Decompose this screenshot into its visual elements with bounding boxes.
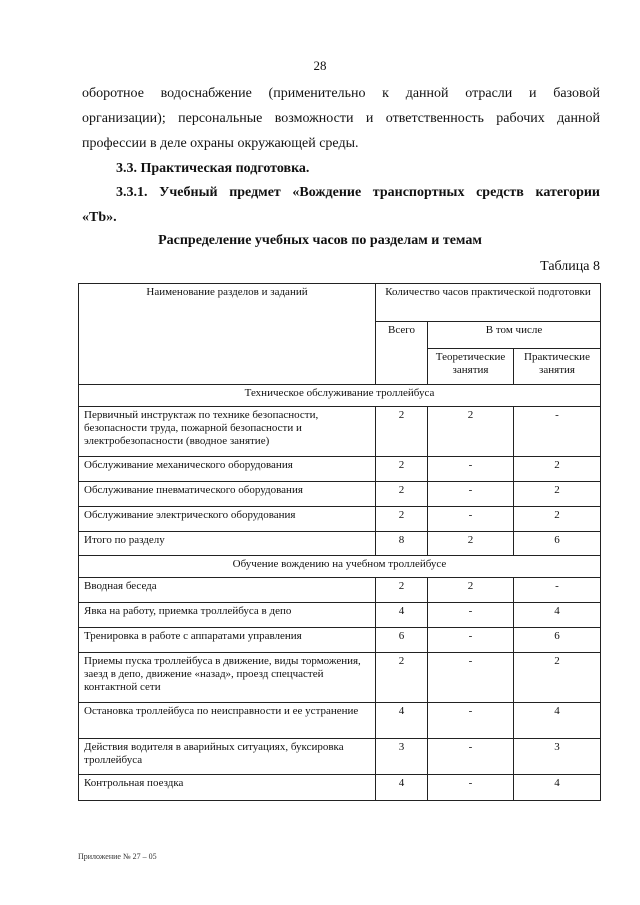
table-row	[79, 578, 601, 603]
row-name: Обслуживание механического оборудования	[79, 457, 376, 482]
subject-heading-cont: «Tb».	[82, 210, 117, 225]
table-number: Таблица 8	[540, 259, 600, 274]
row-total: 2	[376, 507, 428, 532]
row-total: 8	[376, 532, 428, 556]
row-theory: -	[428, 775, 514, 801]
row-name: Итого по разделу	[79, 532, 376, 556]
header-total: Всего	[376, 322, 428, 385]
row-theory: -	[428, 457, 514, 482]
table-row	[79, 482, 601, 507]
table-row	[79, 703, 601, 739]
row-name: Явка на работу, приемка троллейбуса в депо	[79, 603, 376, 628]
row-theory: -	[428, 507, 514, 532]
row-theory: -	[428, 703, 514, 739]
row-name: Первичный инструктаж по технике безопасности, безопасности труда, пожарной безопасности и электробезопасности (вводное занятие)	[79, 407, 376, 457]
row-practice: 6	[514, 532, 601, 556]
row-name: Приемы пуска троллейбуса в движение, виды торможения, заезд в депо, движение «назад», проезд спецчастей контактной сети	[79, 653, 376, 703]
row-total: 2	[376, 653, 428, 703]
row-theory: 2	[428, 532, 514, 556]
row-practice: 4	[514, 603, 601, 628]
table-row	[79, 507, 601, 532]
hours-table	[78, 283, 601, 801]
table-title: Распределение учебных часов по разделам и темам	[158, 233, 482, 248]
row-theory: -	[428, 603, 514, 628]
section-heading: 3.3. Практическая подготовка.	[116, 161, 310, 176]
row-name: Обслуживание пневматического оборудования	[79, 482, 376, 507]
row-name: Действия водителя в аварийных ситуациях, буксировка троллейбуса	[79, 739, 376, 775]
row-theory: 2	[428, 407, 514, 457]
row-practice: 2	[514, 457, 601, 482]
header-hours: Количество часов практической подготовки	[376, 284, 601, 322]
paragraph-line: оборотное водоснабжение (применительно к данной отрасли и базовой	[82, 86, 600, 101]
footer-note: Приложение № 27 – 05	[78, 852, 157, 861]
section-title: Обучение вождению на учебном троллейбусе	[79, 556, 601, 578]
table-row	[79, 532, 601, 556]
row-practice: 6	[514, 628, 601, 653]
row-practice: -	[514, 578, 601, 603]
row-name: Контрольная поездка	[79, 775, 376, 801]
row-theory: -	[428, 482, 514, 507]
row-name: Вводная беседа	[79, 578, 376, 603]
row-practice: -	[514, 407, 601, 457]
row-theory: 2	[428, 578, 514, 603]
section-title: Техническое обслуживание троллейбуса	[79, 385, 601, 407]
row-practice: 4	[514, 703, 601, 739]
page-number: 28	[313, 58, 327, 73]
subject-heading: 3.3.1. Учебный предмет «Вождение транспортных средств категории	[116, 185, 600, 200]
table-row	[79, 739, 601, 775]
row-practice: 4	[514, 775, 601, 801]
row-name: Обслуживание электрического оборудования	[79, 507, 376, 532]
table-row	[79, 457, 601, 482]
header-theory: Теоретические занятия	[428, 349, 514, 385]
row-name: Тренировка в работе с аппаратами управления	[79, 628, 376, 653]
header-including: В том числе	[428, 322, 601, 349]
table-row	[79, 628, 601, 653]
row-theory: -	[428, 628, 514, 653]
table-row	[79, 603, 601, 628]
row-total: 4	[376, 603, 428, 628]
row-practice: 2	[514, 482, 601, 507]
row-total: 2	[376, 578, 428, 603]
row-total: 6	[376, 628, 428, 653]
table-row	[79, 775, 601, 801]
row-practice: 3	[514, 739, 601, 775]
row-total: 4	[376, 703, 428, 739]
row-practice: 2	[514, 507, 601, 532]
table-row	[79, 653, 601, 703]
table-row	[79, 407, 601, 457]
row-practice: 2	[514, 653, 601, 703]
header-practice: Практические занятия	[514, 349, 601, 385]
paragraph-line: организации); персональные возможности и ответственность рабочих данной	[82, 111, 600, 126]
row-total: 3	[376, 739, 428, 775]
row-theory: -	[428, 653, 514, 703]
row-total: 2	[376, 482, 428, 507]
row-total: 4	[376, 775, 428, 801]
row-total: 2	[376, 407, 428, 457]
row-theory: -	[428, 739, 514, 775]
paragraph-line: профессии в деле охраны окружающей среды.	[82, 136, 359, 151]
row-total: 2	[376, 457, 428, 482]
row-name: Остановка троллейбуса по неисправности и ее устранение	[79, 703, 376, 739]
header-name: Наименование разделов и заданий	[79, 284, 376, 385]
